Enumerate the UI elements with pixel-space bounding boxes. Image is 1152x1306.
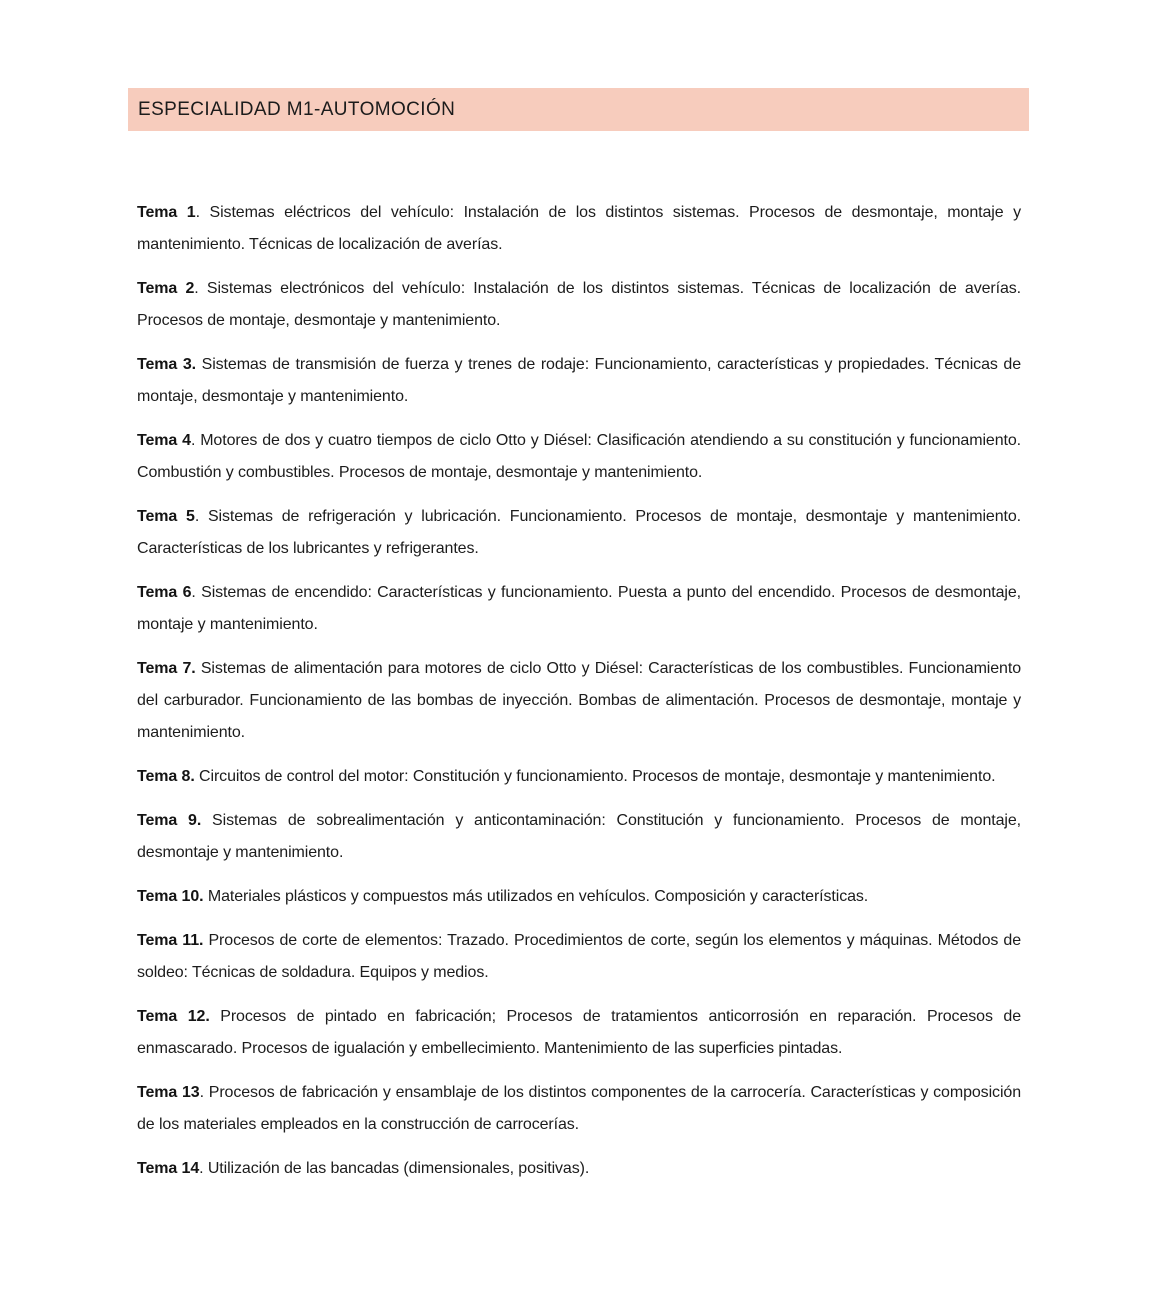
- topic-paragraph: [137, 805, 1021, 869]
- topic-text: . Procesos de fabricación y ensamblaje de los distintos componentes de la carrocería. Características y composición de los materiales empleados en la construcción de carrocerías.: [137, 1084, 1021, 1133]
- topic-paragraph: [137, 925, 1021, 989]
- topic-paragraph: [137, 653, 1021, 749]
- topic-text: Sistemas de sobrealimentación y anticontaminación: Constitución y funcionamiento. Procesos de montaje, desmontaje y mantenimiento.: [137, 812, 1022, 861]
- topic-label: Tema 5: [137, 508, 195, 525]
- topic-label: Tema 6: [137, 584, 192, 601]
- topic-label: Tema 14: [137, 1160, 200, 1177]
- topic-paragraph: [137, 1001, 1021, 1065]
- topic-paragraph: [137, 881, 1021, 913]
- topic-text: Sistemas de alimentación para motores de ciclo Otto y Diésel: Características de los combustibles. Funcionamiento del carburador. Funcionamiento de las bombas de inyección. Bombas de alimentación. Procesos de desmontaje, montaje y mantenimiento.: [137, 660, 1022, 741]
- topic-label: Tema 2: [137, 280, 195, 297]
- topic-paragraph: [137, 197, 1021, 261]
- topic-label: Tema 9.: [137, 812, 202, 829]
- syllabus-content: [137, 197, 1021, 1197]
- topic-label: Tema 8.: [137, 768, 195, 785]
- topic-text: . Utilización de las bancadas (dimensionales, positivas).: [199, 1160, 590, 1177]
- topic-text: Materiales plásticos y compuestos más utilizados en vehículos. Composición y características.: [203, 888, 869, 905]
- topic-label: Tema 3.: [137, 356, 196, 373]
- topic-paragraph: [137, 425, 1021, 489]
- topic-text: Procesos de corte de elementos: Trazado. Procedimientos de corte, según los elementos y máquinas. Métodos de soldeo: Técnicas de soldadura. Equipos y medios.: [137, 932, 1021, 981]
- topic-label: Tema 1: [137, 204, 196, 221]
- topic-label: Tema 12.: [137, 1008, 210, 1025]
- topic-label: Tema 7.: [137, 660, 196, 677]
- topic-paragraph: [137, 349, 1021, 413]
- topic-paragraph: [137, 577, 1021, 641]
- topic-label: Tema 11.: [137, 932, 204, 949]
- specialty-header-band: [128, 88, 1029, 131]
- topic-paragraph: [137, 761, 1021, 793]
- topic-text: Circuitos de control del motor: Constitución y funcionamiento. Procesos de montaje, desmontaje y mantenimiento.: [194, 768, 996, 785]
- topic-label: Tema 10.: [137, 888, 204, 905]
- specialty-title: ESPECIALIDAD M1-AUTOMOCIÓN: [138, 98, 456, 120]
- topic-text: Sistemas de transmisión de fuerza y trenes de rodaje: Funcionamiento, características y propiedades. Técnicas de montaje, desmontaje y mantenimiento.: [137, 356, 1022, 405]
- topic-paragraph: [137, 1153, 1021, 1185]
- topic-text: . Sistemas eléctricos del vehículo: Instalación de los distintos sistemas. Procesos de desmontaje, montaje y mantenimiento. Técnicas de localización de averías.: [137, 204, 1022, 253]
- topic-text: . Sistemas de refrigeración y lubricación. Funcionamiento. Procesos de montaje, desmontaje y mantenimiento. Características de los lubricantes y refrigerantes.: [137, 508, 1021, 557]
- topic-text: . Sistemas de encendido: Características y funcionamiento. Puesta a punto del encendido. Procesos de desmontaje, montaje y mantenimiento.: [137, 584, 1021, 633]
- topic-label: Tema 4: [137, 432, 191, 449]
- topic-paragraph: [137, 501, 1021, 565]
- topic-text: . Sistemas electrónicos del vehículo: Instalación de los distintos sistemas. Técnicas de localización de averías. Procesos de montaje, desmontaje y mantenimiento.: [137, 280, 1022, 329]
- topic-paragraph: [137, 273, 1021, 337]
- topic-text: Procesos de pintado en fabricación; Procesos de tratamientos anticorrosión en reparación. Procesos de enmascarado. Procesos de igualación y embellecimiento. Mantenimiento de las superficies pintadas.: [137, 1008, 1021, 1057]
- topic-paragraph: [137, 1077, 1021, 1141]
- topic-label: Tema 13: [137, 1084, 200, 1101]
- topic-text: . Motores de dos y cuatro tiempos de ciclo Otto y Diésel: Clasificación atendiendo a su constitución y funcionamiento. Combustión y combustibles. Procesos de montaje, desmontaje y mantenimiento.: [137, 432, 1021, 481]
